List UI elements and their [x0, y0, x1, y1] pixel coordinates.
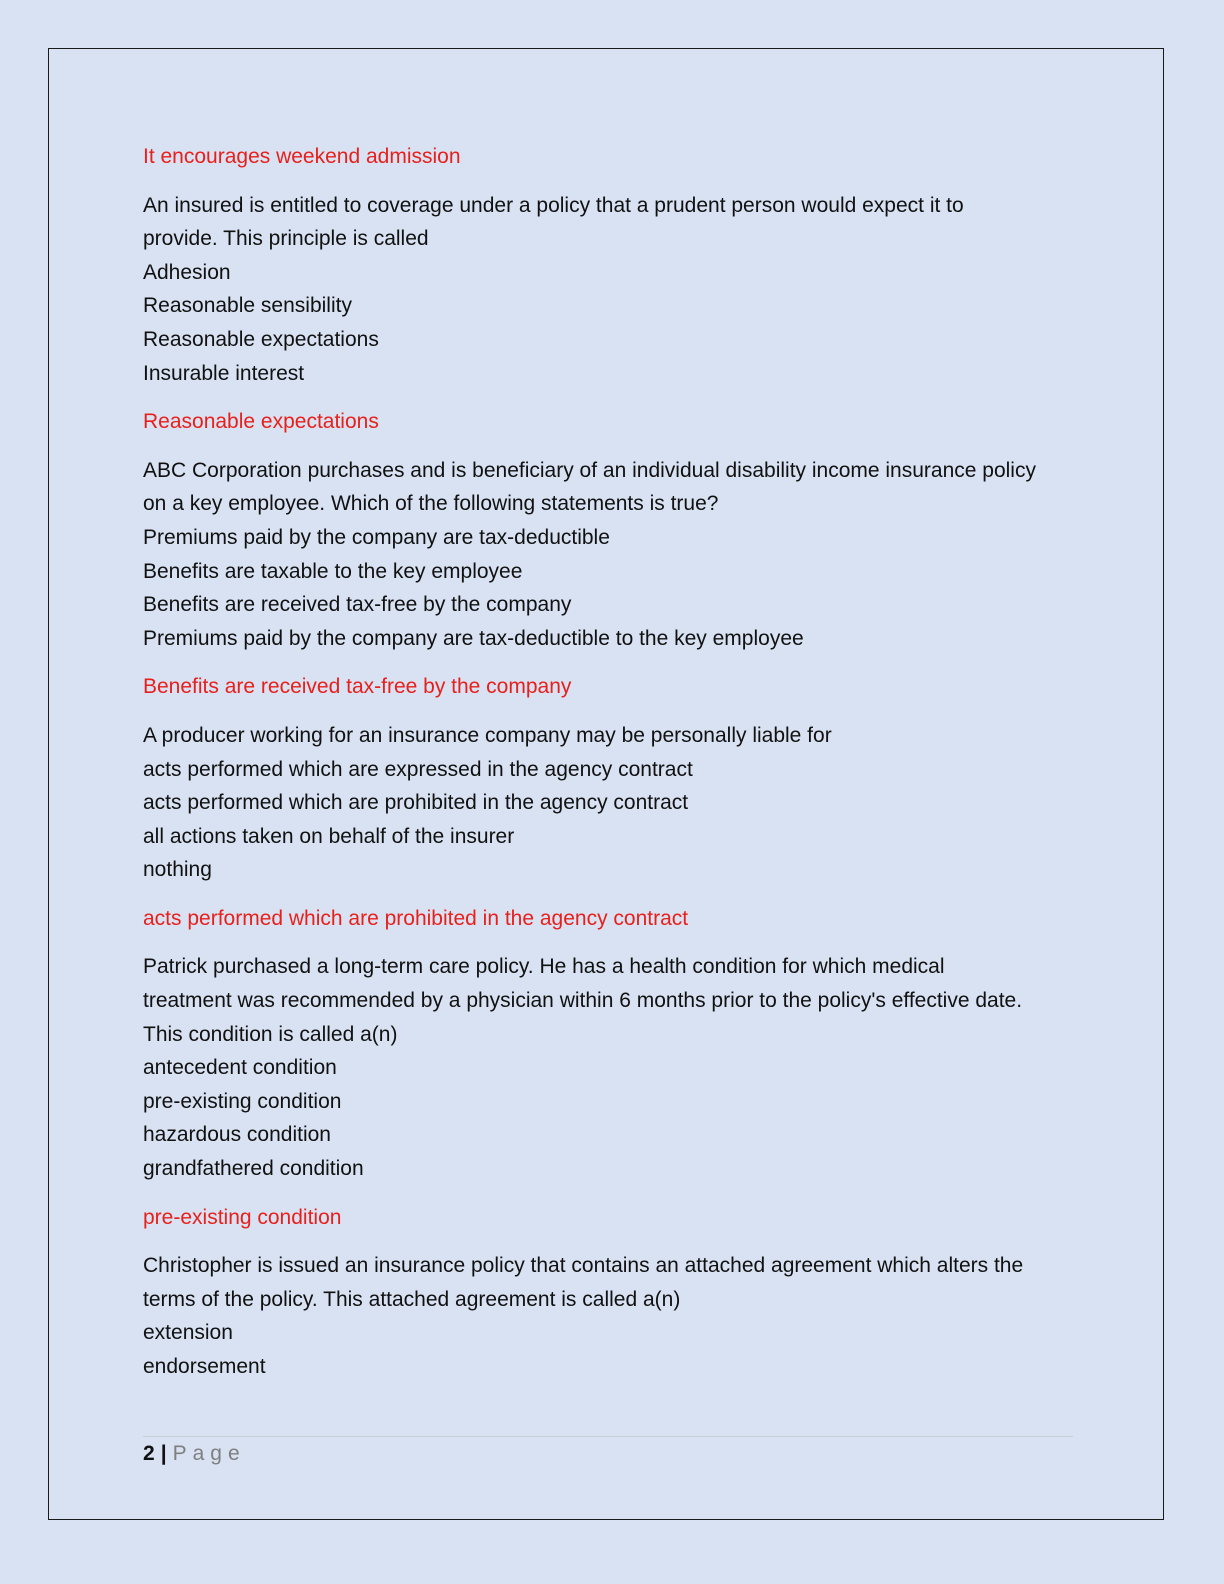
question-line: pre-existing condition: [143, 1089, 342, 1113]
question-block: [143, 719, 1083, 887]
question-line: This condition is called a(n): [143, 1022, 398, 1046]
question-text: Patrick purchased a long-term care policy. He has a health condition for which medical: [143, 955, 945, 979]
page-number: 2: [143, 1442, 155, 1465]
question-line: Premiums paid by the company are tax-deductible: [143, 525, 610, 549]
question-line: hazardous condition: [143, 1123, 331, 1147]
answer-line: pre-existing condition: [143, 1205, 342, 1229]
question-line: Premiums paid by the company are tax-deductible to the key employee: [143, 626, 804, 650]
question-line: Adhesion: [143, 260, 231, 284]
question-line: Benefits are received tax-free by the company: [143, 593, 572, 617]
question-line: Benefits are taxable to the key employee: [143, 559, 523, 583]
document-body: [143, 140, 1083, 1399]
question-text: Christopher is issued an insurance policy that contains an attached agreement which alters the: [143, 1254, 1024, 1278]
question-line: terms of the policy. This attached agreement is called a(n): [143, 1287, 681, 1311]
answer-line: acts performed which are prohibited in the agency contract: [143, 906, 689, 930]
question-line: all actions taken on behalf of the insurer: [143, 824, 515, 848]
question-block: [143, 1249, 1083, 1383]
page-label: Page: [172, 1442, 246, 1465]
question-block: [143, 189, 1083, 391]
question-line: nothing: [143, 858, 212, 882]
answer-line: Reasonable expectations: [143, 410, 379, 434]
question-line: acts performed which are prohibited in the agency contract: [143, 791, 689, 815]
question-line: provide. This principle is called: [143, 227, 429, 251]
page-footer: [143, 1438, 246, 1470]
question-line: antecedent condition: [143, 1056, 337, 1080]
footer-separator: |: [160, 1442, 167, 1465]
question-text: A producer working for an insurance company may be personally liable for: [143, 723, 832, 747]
question-line: on a key employee. Which of the following statements is true?: [143, 492, 719, 516]
question-line: treatment was recommended by a physician within 6 months prior to the policy's effective date.: [143, 989, 1023, 1013]
question-line: acts performed which are expressed in the agency contract: [143, 757, 693, 781]
question-line: endorsement: [143, 1355, 266, 1378]
question-line: extension: [143, 1321, 233, 1345]
question-text: ABC Corporation purchases and is beneficiary of an individual disability income insurance policy: [143, 458, 1036, 482]
question-block: [143, 454, 1083, 656]
question-line: Reasonable expectations: [143, 327, 379, 351]
footer-divider: [143, 1436, 1073, 1437]
answer-line: Benefits are received tax-free by the company: [143, 675, 572, 699]
question-line: Insurable interest: [143, 361, 305, 385]
question-line: grandfathered condition: [143, 1157, 364, 1181]
question-line: Reasonable sensibility: [143, 294, 352, 318]
question-block: [143, 950, 1083, 1185]
answer-line: It encourages weekend admission: [143, 145, 461, 168]
question-text: An insured is entitled to coverage under a policy that a prudent person would expect it to: [143, 193, 964, 217]
